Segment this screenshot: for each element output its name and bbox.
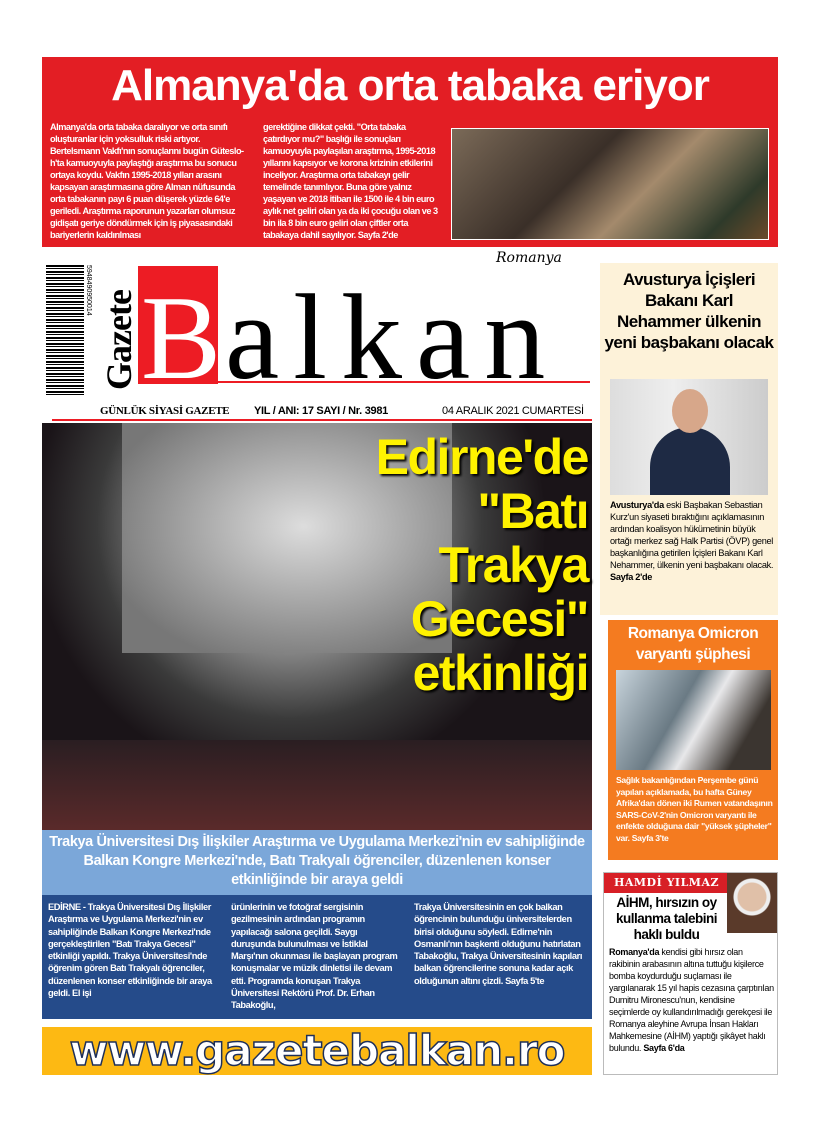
side3-text: kendisi gibi hırsız olan rakibinin arabasının altına tuttuğu kişilerce bomba koydurduğu suçlaması ile yargılanarak 15 yıl hapis cezasına çarptırılan Dumitru Mironescu'nun, kendisine seçimlerde oy kullandırılmadığı gerekçesi ile Romanya aleyhine Avrupa İnsan Hakları Mahkemesine (AİHM) yaptığı şikâyet haklı bulundu. [609, 947, 774, 1053]
hospital-photo [616, 670, 771, 770]
logo-alkan: alkan [225, 270, 560, 405]
nehammer-photo [610, 379, 768, 495]
main-col1: EDİRNE - Trakya Üniversitesi Dış İlişkiler Araştırma ve Uygulama Merkezi'nin ev sahipliğinde Balkan Kongre Merkezi'nde gerçekleştirilen "Batı Trakya Gecesi" etkinliği yapıldı. Trakya Üniversitesi'nde öğrenim gören Batı Trakyalı öğrenciler, düzenlenen konser etkinliğinde bir araya geldi. El işi [48, 902, 212, 999]
masthead-bottom-rule [52, 419, 592, 421]
side2-headline: Romanya Omicron varyantı şüphesi [627, 625, 759, 663]
side1-body [610, 499, 774, 583]
main-col2: ürünlerinin ve fotoğraf sergisinin gezilmesinin ardından programın yapılacağı salona geçildi. Saygı duruşunda bulunulması ve İstiklal Marşı'nın okunması ile başlayan program konuşmalar ve müzik dinletisi ile devam etti. Programda konuşan Trakya Üniversitesi Rektörü Prof. Dr. Erhan Tabakoğlu, [231, 902, 398, 1011]
top-story-box [42, 57, 778, 247]
market-photo [451, 128, 769, 240]
main-col3: Trakya Üniversitesinin en çok balkan öğrencinin bulunduğu üniversitelerden birisi olduğunu söyledi. Edirne'nin Osmanlı'nın başkenti olduğunu hatırlatan Tabakoğlu, Trakya Üniversitesinin kapıları balkan öğrencilerine sonuna kadar açık olduğunun altını çizdi. Sayfa 5'te [414, 902, 583, 986]
barcode [46, 265, 92, 395]
side1-headline: Avusturya İçişleri Bakanı Karl Nehammer ülkenin yeni başbakanı olacak [604, 270, 774, 352]
website-banner[interactable]: www.gazetebalkan.ro [42, 1027, 592, 1075]
issue-number: YIL / ANI: 17 SAYI / Nr. 3981 [254, 405, 388, 417]
side1-ref: Sayfa 2'de [610, 572, 653, 582]
top-story-col2: gerektiğine dikkat çekti. "Orta tabaka çatırdıyor mu?" başlığı ile sonuçları kamuoyuyla paylaşılan araştırma, 1995-2018 yıllarını kapsıyor ve korona krizinin etkilerini inceliyor. Araştırma orta tabakayı gelir temelinde tanımlıyor. Buna göre yalnız yaşayan ve 2018 itibarı ile 1500 ile 4 bin euro aylık net geliri olan ya da iki çocuğu olan ve 3 bin ila 8 bin euro geliri olan çiftler orta tabakaya dahil sayılıyor. Sayfa 2'de [263, 122, 438, 240]
main-caption: Trakya Üniversitesi Dış İlişkiler Araştırma ve Uygulama Merkezi'nin ev sahipliğinde Balkan Kongre Merkezi'nde, Batı Trakyalı öğrenciler, düzenlenen konser etkinliğinde bir araya geldi [42, 830, 592, 895]
logo-romanya: Romanya [496, 250, 562, 266]
author-photo [727, 873, 777, 933]
side3-ref: Sayfa 6'da [643, 1043, 685, 1053]
logo-b: B [141, 271, 222, 404]
side1-text: eski Başbakan Sebastian Kurz'un siyaseti bıraktığını açıklamasının ardından koalisyon hükümetinin büyük ortağı merkez sağ Halk Partisi (ÖVP) genel başkanlığına getirilen İçişleri Bakanı Karl Nehammer, ülkenin yeni başbakanı olacak. [610, 500, 774, 570]
side-story-nehammer [600, 263, 778, 615]
main-story-body [42, 895, 592, 1019]
author-name: HAMDİ YILMAZ [604, 873, 729, 893]
main-headline: Edirne'de "Batı Trakya Gecesi" etkinliği [375, 429, 588, 701]
side2-body: Sağlık bakanlığından Perşembe günü yapılan açıklamada, bu hafta Güney Afrika'dan dönen iki Rumen vatandaşının SARS-CoV-2'nin Omicron varyantı ile enfekte olduğuna dair "yüksek şüpheler" var. Sayfa 3'te [616, 775, 773, 843]
side-story-omicron [608, 620, 778, 860]
tagline: GÜNLÜK SİYASİ GAZETE [100, 405, 230, 417]
top-story-col1: Almanya'da orta tabaka daralıyor ve orta sınıfı oluşturanlar için yoksulluk riski artıyor. Bertelsmann Vakfı'nın sonuçlarını bugün Güteslo-h'ta kamuoyuyla paylaştığı araştırma bu sonucu ortaya koydu. Vakfın 1995-2018 yılları arasını kapsayan araştırmasına göre Alman nüfusunda orta tabakanın payı 6 puan düşerek yüzde 64'e geriledi. Araştırma raporunun yazarları olumsuz gidişatı geriye döndürmek için iş piyasasındaki bariyerlerin kaldırılması [50, 122, 244, 240]
side3-headline: AİHM, hırsızın oy kullanma talebini haklı buldu [615, 895, 718, 942]
side3-body [609, 946, 775, 1054]
top-story-headline: Almanya'da orta tabaka eriyor [111, 61, 709, 110]
side1-lead: Avusturya'da [610, 500, 664, 510]
column-hamdi-yilmaz [603, 872, 778, 1075]
logo-gazete: Gazete [99, 290, 139, 390]
barcode-digits: 5948490950014 [84, 265, 92, 395]
side3-lead: Romanya'da [609, 947, 660, 957]
issue-date: 04 ARALIK 2021 CUMARTESİ [442, 405, 584, 417]
